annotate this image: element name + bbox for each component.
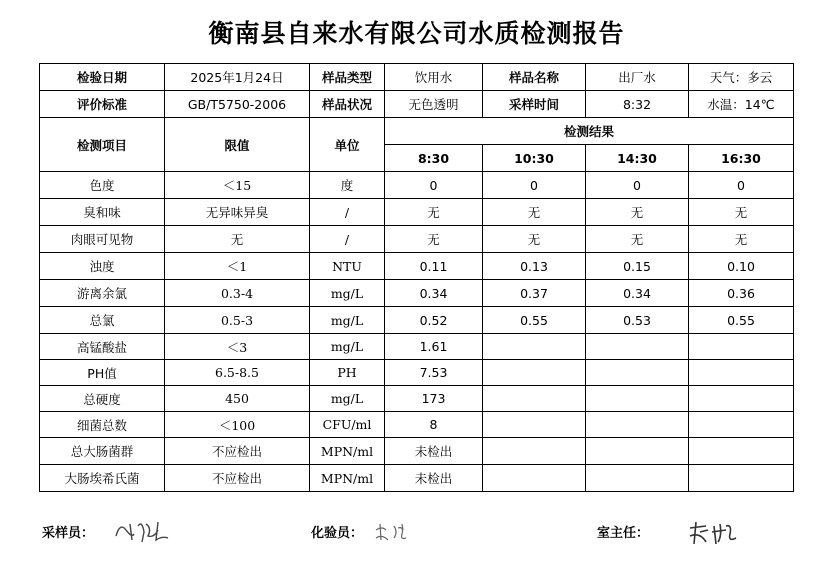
limit-cell: ＜100 [165, 412, 310, 438]
result-cell [586, 360, 689, 386]
water-temp-text: 水温：14℃ [689, 91, 794, 118]
result-cell: 无 [483, 226, 586, 253]
result-cell: 0.52 [385, 307, 483, 334]
time-header-2: 10:30 [483, 145, 586, 172]
time-header-4: 16:30 [689, 145, 794, 172]
limit-cell: 无 [165, 226, 310, 253]
item-name-cell: PH值 [40, 360, 165, 386]
result-cell [689, 465, 794, 492]
weather-text: 天气：多云 [689, 64, 794, 91]
item-name-cell: 臭和味 [40, 199, 165, 226]
unit-column-header: 单位 [310, 118, 385, 172]
result-cell: 0 [689, 172, 794, 199]
director-signature [686, 518, 742, 548]
table-row [40, 386, 794, 412]
result-cell: 0 [385, 172, 483, 199]
result-cell: 0.34 [385, 280, 483, 307]
result-cell [586, 386, 689, 412]
result-cell [483, 438, 586, 465]
table-row [40, 307, 794, 334]
table-row [40, 172, 794, 199]
unit-cell: PH [310, 360, 385, 386]
result-cell: 0.13 [483, 253, 586, 280]
result-cell: 7.53 [385, 360, 483, 386]
unit-cell: / [310, 226, 385, 253]
table-row [40, 360, 794, 386]
unit-cell: NTU [310, 253, 385, 280]
sampling-time-label: 采样时间 [483, 91, 586, 118]
unit-cell: 度 [310, 172, 385, 199]
result-cell: 0.11 [385, 253, 483, 280]
item-name-cell: 高锰酸盐 [40, 334, 165, 360]
result-cell [483, 334, 586, 360]
table-row [40, 253, 794, 280]
table-row [40, 438, 794, 465]
item-name-cell: 总硬度 [40, 386, 165, 412]
unit-cell: MPN/ml [310, 438, 385, 465]
result-cell [689, 386, 794, 412]
limit-cell: ＜15 [165, 172, 310, 199]
table-row [40, 412, 794, 438]
unit-cell: CFU/ml [310, 412, 385, 438]
limit-column-header: 限值 [165, 118, 310, 172]
unit-cell: mg/L [310, 280, 385, 307]
water-quality-table [39, 63, 794, 492]
result-cell [689, 360, 794, 386]
time-header-3: 14:30 [586, 145, 689, 172]
result-cell [483, 412, 586, 438]
sampler-label: 采样员： [42, 526, 95, 541]
report-title: 衡南县自来水有限公司水质检测报告 [208, 19, 625, 48]
date-value: 2025年1月24日 [165, 64, 310, 91]
item-name-cell: 色度 [40, 172, 165, 199]
limit-cell: 0.3-4 [165, 280, 310, 307]
result-cell: 无 [689, 199, 794, 226]
table-row [40, 226, 794, 253]
item-name-cell: 肉眼可见物 [40, 226, 165, 253]
limit-cell: 不应检出 [165, 465, 310, 492]
result-cell [586, 334, 689, 360]
result-cell [689, 412, 794, 438]
unit-cell: / [310, 199, 385, 226]
standard-label: 评价标准 [40, 91, 165, 118]
item-name-cell: 大肠埃希氏菌 [40, 465, 165, 492]
result-cell: 0 [586, 172, 689, 199]
sample-status-value: 无色透明 [385, 91, 483, 118]
limit-cell: ＜1 [165, 253, 310, 280]
result-cell: 无 [385, 199, 483, 226]
result-cell [689, 334, 794, 360]
item-name-cell: 总大肠菌群 [40, 438, 165, 465]
result-cell: 173 [385, 386, 483, 412]
result-cell: 无 [586, 199, 689, 226]
result-cell: 8 [385, 412, 483, 438]
result-cell: 1.61 [385, 334, 483, 360]
item-name-cell: 游离余氯 [40, 280, 165, 307]
column-header-row-1 [40, 118, 794, 145]
result-cell: 0.55 [483, 307, 586, 334]
item-name-cell: 浊度 [40, 253, 165, 280]
table-row [40, 199, 794, 226]
sampler-signature [112, 516, 172, 546]
result-cell [483, 465, 586, 492]
item-name-cell: 总氯 [40, 307, 165, 334]
result-cell: 未检出 [385, 438, 483, 465]
result-cell: 0.15 [586, 253, 689, 280]
director-label: 室主任： [597, 526, 650, 541]
table-row [40, 280, 794, 307]
result-cell: 0 [483, 172, 586, 199]
result-cell [483, 386, 586, 412]
limit-cell: 无异味异臭 [165, 199, 310, 226]
tester-label: 化验员： [311, 526, 364, 541]
unit-cell: mg/L [310, 334, 385, 360]
results-column-header: 检测结果 [385, 118, 794, 145]
result-cell: 0.37 [483, 280, 586, 307]
sample-status-label: 样品状况 [310, 91, 385, 118]
sample-name-label: 样品名称 [483, 64, 586, 91]
limit-cell: 0.5-3 [165, 307, 310, 334]
result-cell: 未检出 [385, 465, 483, 492]
limit-cell: 不应检出 [165, 438, 310, 465]
limit-cell: 450 [165, 386, 310, 412]
date-label: 检验日期 [40, 64, 165, 91]
result-cell [483, 360, 586, 386]
unit-cell: MPN/ml [310, 465, 385, 492]
header-row-2 [40, 91, 794, 118]
item-column-header: 检测项目 [40, 118, 165, 172]
unit-cell: mg/L [310, 307, 385, 334]
result-cell: 0.53 [586, 307, 689, 334]
result-cell [689, 438, 794, 465]
result-cell: 0.10 [689, 253, 794, 280]
header-row-1 [40, 64, 794, 91]
standard-value: GB/T5750-2006 [165, 91, 310, 118]
result-cell [586, 465, 689, 492]
sampling-time-value: 8:32 [586, 91, 689, 118]
limit-cell: ＜3 [165, 334, 310, 360]
result-cell: 无 [689, 226, 794, 253]
tester-signature [372, 520, 412, 544]
result-cell: 无 [385, 226, 483, 253]
sample-type-value: 饮用水 [385, 64, 483, 91]
sample-type-label: 样品类型 [310, 64, 385, 91]
unit-cell: mg/L [310, 386, 385, 412]
result-cell: 无 [586, 226, 689, 253]
result-cell: 0.36 [689, 280, 794, 307]
limit-cell: 6.5-8.5 [165, 360, 310, 386]
table-row [40, 465, 794, 492]
item-name-cell: 细菌总数 [40, 412, 165, 438]
result-cell: 0.34 [586, 280, 689, 307]
result-cell: 无 [483, 199, 586, 226]
time-header-1: 8:30 [385, 145, 483, 172]
table-row [40, 334, 794, 360]
result-cell: 0.55 [689, 307, 794, 334]
result-cell [586, 438, 689, 465]
result-cell [586, 412, 689, 438]
sample-name-value: 出厂水 [586, 64, 689, 91]
